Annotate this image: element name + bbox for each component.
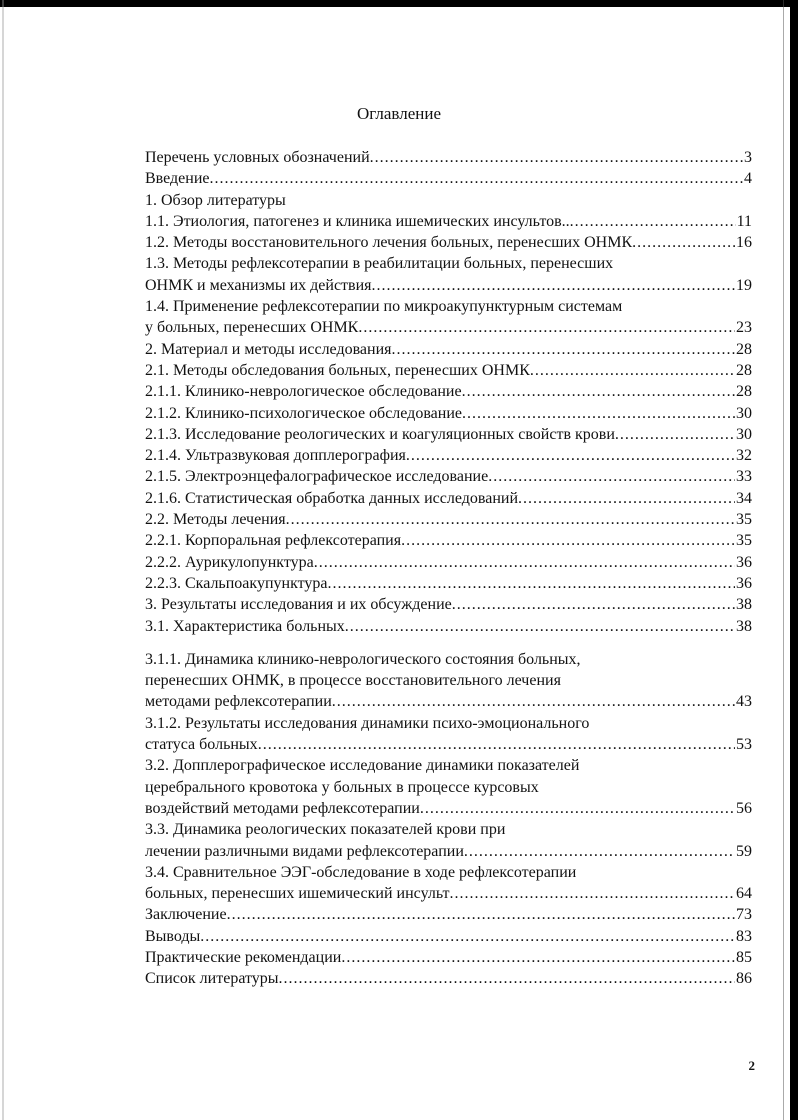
toc-dot-leader [452, 594, 735, 615]
toc-entry [145, 168, 752, 189]
toc-dot-leader [328, 573, 735, 594]
toc-entry-title: 3.1. Характеристика больных [145, 617, 345, 635]
toc-entry [145, 488, 752, 509]
toc-dot-leader [341, 947, 735, 968]
scan-right-edge [790, 0, 798, 1120]
toc-entry [145, 734, 752, 755]
toc-page-number: 32 [736, 447, 752, 465]
toc-entry-title: статуса больных [145, 736, 258, 754]
toc-entry-title: воздействий методами рефлексотерапии [145, 799, 420, 817]
table-of-contents [145, 147, 752, 990]
toc-entry [145, 424, 752, 445]
toc-entry-title: церебрального кровотока у больных в процессе курсовых [145, 778, 539, 796]
toc-entry-title: 3.3. Динамика реологических показателей крови при [145, 821, 506, 839]
toc-entry-title: 3.1.1. Динамика клинико-неврологического состояния больных, [145, 650, 581, 668]
toc-dot-leader [518, 488, 735, 509]
toc-dot-leader [372, 275, 735, 296]
toc-entry-title: 1. Обзор литературы [145, 191, 286, 209]
page-number: 2 [748, 1058, 755, 1073]
toc-entry [145, 691, 752, 712]
toc-dot-leader [406, 445, 735, 466]
toc-entry [145, 381, 752, 402]
toc-entry-title: 2.2. Методы лечения [145, 511, 286, 529]
toc-dot-leader [258, 734, 735, 755]
toc-dot-leader [570, 211, 736, 232]
toc-entry [145, 552, 752, 573]
toc-dot-leader [420, 798, 735, 819]
toc-entry-title: 2.1.4. Ультразвуковая допплерография [145, 447, 406, 465]
toc-entry [145, 530, 752, 551]
toc-page-number: 30 [736, 404, 752, 422]
toc-dot-leader [615, 424, 735, 445]
toc-dot-leader [370, 147, 743, 168]
toc-entry [145, 403, 752, 424]
toc-entry-title: ОНМК и механизмы их действия [145, 276, 372, 294]
toc-entry [145, 147, 752, 168]
toc-entry-title: 2.1.5. Электроэнцефалографическое исследование [145, 468, 489, 486]
toc-entry-title: 2.1.2. Клинико-психологическое обследование [145, 404, 462, 422]
toc-entry [145, 445, 752, 466]
toc-page-number: 16 [736, 234, 752, 252]
toc-entry [145, 317, 752, 338]
toc-page-number: 83 [736, 927, 752, 945]
toc-dot-leader [462, 403, 735, 424]
toc-dot-leader [200, 926, 735, 947]
toc-entry-title: Заключение [145, 906, 227, 924]
toc-entry-title: 3.4. Сравнительное ЭЭГ-обследование в ходе рефлексотерапии [145, 863, 577, 881]
toc-page-number: 56 [736, 799, 752, 817]
toc-entry-title: 3.2. Допплерографическое исследование динамики показателей [145, 757, 580, 775]
toc-gap [145, 637, 752, 649]
toc-page-number: 53 [736, 736, 752, 754]
toc-entry [145, 670, 752, 691]
toc-dot-leader [401, 530, 735, 551]
toc-entry [145, 466, 752, 487]
toc-entry [145, 926, 752, 947]
toc-page-number: 73 [736, 906, 752, 924]
toc-entry [145, 713, 752, 734]
toc-page-number: 11 [736, 212, 752, 230]
toc-entry [145, 947, 752, 968]
toc-page-number: 59 [736, 842, 752, 860]
toc-entry-title: лечении различными видами рефлексотерапии [145, 842, 464, 860]
toc-entry [145, 594, 752, 615]
toc-entry [145, 190, 752, 211]
toc-dot-leader [210, 168, 744, 189]
toc-dot-leader [488, 466, 735, 487]
toc-page-number: 85 [736, 948, 752, 966]
toc-page-number: 28 [736, 383, 752, 401]
toc-entry-title: 2.2.1. Корпоральная рефлексотерапия [145, 532, 402, 550]
toc-entry-title: 2.2.3. Скальпоакупунктура [145, 574, 328, 592]
toc-entry-title: методами рефлексотерапии [145, 693, 332, 711]
toc-entry [145, 275, 752, 296]
toc-page-number: 86 [736, 970, 752, 988]
toc-dot-leader [464, 841, 735, 862]
toc-dot-leader [450, 883, 735, 904]
toc-dot-leader [227, 904, 735, 925]
toc-entry-title: 1.2. Методы восстановительного лечения больных, перенесших ОНМК [145, 234, 633, 252]
toc-entry-title: 3.1.2. Результаты исследования динамики психо-эмоционального [145, 714, 590, 732]
toc-entry-title: 1.4. Применение рефлексотерапии по микроакупунктурным системам [145, 298, 623, 316]
toc-entry [145, 573, 752, 594]
toc-entry [145, 819, 752, 840]
toc-page-number: 23 [736, 319, 752, 337]
toc-entry [145, 841, 752, 862]
toc-page-number: 35 [736, 511, 752, 529]
toc-page-number: 28 [736, 361, 752, 379]
toc-entry-title: Введение [145, 170, 210, 188]
toc-page-number: 19 [736, 276, 752, 294]
toc-dot-leader [286, 509, 735, 530]
toc-page-number: 64 [736, 885, 752, 903]
toc-dot-leader [358, 317, 735, 338]
page-title: Оглавление [357, 104, 441, 123]
toc-entry [145, 968, 752, 989]
toc-entry [145, 360, 752, 381]
toc-entry [145, 509, 752, 530]
toc-page-number: 43 [736, 693, 752, 711]
toc-dot-leader [530, 360, 735, 381]
toc-entry-title: 2.1.6. Статистическая обработка данных исследований [145, 489, 519, 507]
toc-dot-leader [462, 381, 735, 402]
toc-dot-leader [332, 691, 735, 712]
toc-entry-title: 2.1.1. Клинико-неврологическое обследование [145, 383, 462, 401]
toc-page-number: 4 [744, 170, 752, 188]
toc-entry [145, 862, 752, 883]
toc-entry [145, 904, 752, 925]
toc-entry-title: 2. Материал и методы исследования [145, 340, 392, 358]
scan-left-edge [2, 0, 4, 1120]
toc-entry-title: больных, перенесших ишемический инсульт [145, 885, 450, 903]
toc-entry [145, 211, 752, 232]
scan-right-shadow [783, 0, 784, 1120]
toc-entry-title: 1.1. Этиология, патогенез и клиника ишемических инсультов.. [145, 212, 570, 230]
toc-page-number: 36 [736, 574, 752, 592]
toc-entry-title: 2.1. Методы обследования больных, перенесших ОНМК [145, 361, 530, 379]
toc-entry-title: Выводы [145, 927, 201, 945]
toc-page-number: 28 [736, 340, 752, 358]
toc-page-number: 34 [736, 489, 752, 507]
toc-dot-leader [345, 616, 735, 637]
toc-page-number: 33 [736, 468, 752, 486]
toc-entry [145, 616, 752, 637]
toc-entry [145, 883, 752, 904]
toc-entry [145, 798, 752, 819]
toc-dot-leader [392, 339, 735, 360]
toc-entry-title: перенесших ОНМК, в процессе восстановительного лечения [145, 672, 561, 690]
toc-entry [145, 755, 752, 776]
toc-entry-title: 2.2.2. Аурикулопунктура [145, 553, 314, 571]
toc-dot-leader [632, 232, 735, 253]
toc-entry [145, 339, 752, 360]
toc-entry [145, 649, 752, 670]
toc-entry-title: 1.3. Методы рефлексотерапии в реабилитации больных, перенесших [145, 255, 614, 273]
toc-entry-title: Список литературы [145, 970, 279, 988]
scan-top-edge [0, 0, 798, 7]
toc-page-number: 38 [736, 617, 752, 635]
toc-entry-title: Практические рекомендации [145, 948, 342, 966]
toc-entry [145, 232, 752, 253]
toc-page-number: 38 [736, 596, 752, 614]
toc-page-number: 30 [736, 425, 752, 443]
toc-dot-leader [279, 968, 735, 989]
toc-dot-leader [314, 552, 735, 573]
toc-entry-title: у больных, перенесших ОНМК [145, 319, 359, 337]
toc-entry-title: Перечень условных обозначений [145, 149, 370, 166]
toc-entry [145, 296, 752, 317]
toc-entry-title: 3. Результаты исследования и их обсуждение [145, 596, 452, 614]
toc-page-number: 3 [744, 149, 752, 166]
toc-entry [145, 777, 752, 798]
toc-page-number: 36 [736, 553, 752, 571]
toc-entry [145, 253, 752, 274]
toc-entry-title: 2.1.3. Исследование реологических и коагуляционных свойств крови [145, 425, 615, 443]
toc-page-number: 35 [736, 532, 752, 550]
